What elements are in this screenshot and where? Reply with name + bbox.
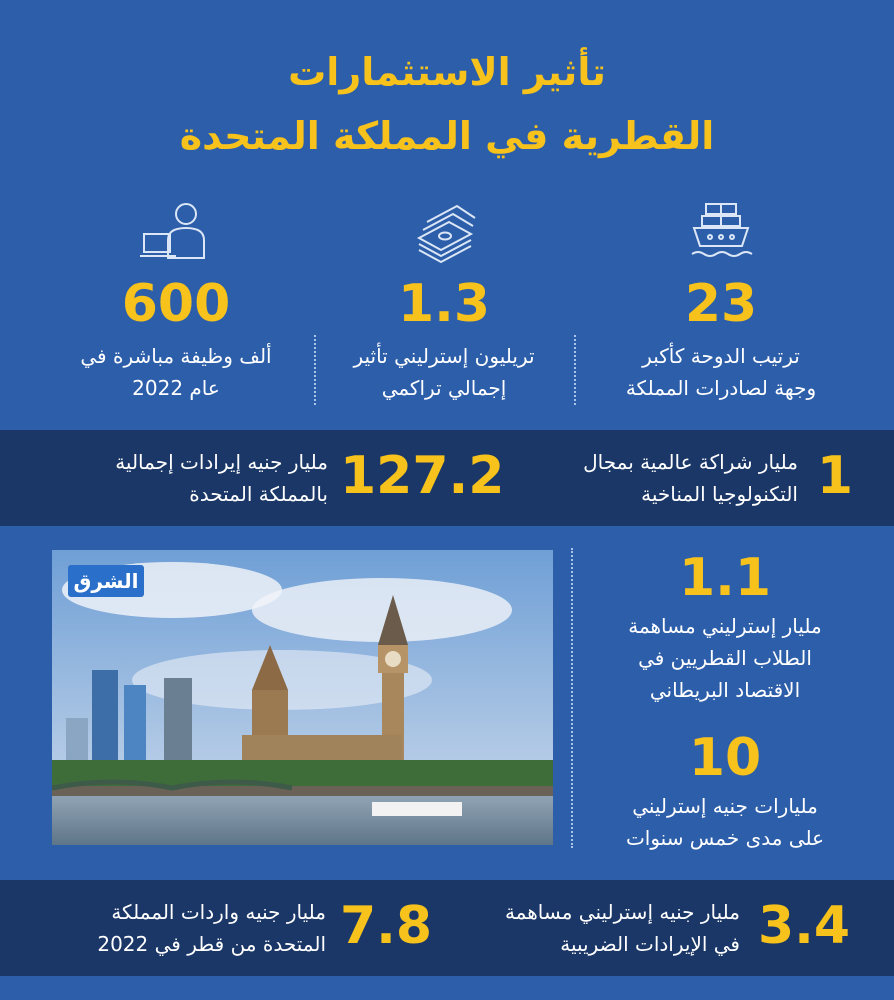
stat-five-years-line-1: مليارات جنيه إسترليني [632, 794, 818, 818]
band1-right-line-2: التكنولوجيا المناخية [641, 482, 798, 506]
band2-right-value: 3.4 [757, 896, 851, 956]
band1-left-line-2: بالمملكة المتحدة [189, 482, 328, 506]
stat-students-line-1: مليار إسترليني مساهمة [628, 614, 822, 638]
stat-ranking-line-2: وجهة لصادرات المملكة [625, 376, 817, 400]
stat-students [580, 548, 870, 706]
stat-jobs-line-1: ألف وظيفة مباشرة في [80, 344, 272, 368]
highlight-band-top [0, 430, 894, 526]
london-photo [52, 550, 553, 845]
stat-impact-line-1: تريليون إسترليني تأثير [353, 344, 535, 368]
band2-right-line-1: مليار جنيه إسترليني مساهمة [504, 900, 740, 924]
title-line-1: تأثير الاستثمارات [288, 50, 606, 94]
band1-left-value: 127.2 [340, 446, 505, 506]
title-line-2: القطرية في المملكة المتحدة [179, 114, 715, 158]
stat-ranking-line-1: ترتيب الدوحة كأكبر [642, 344, 800, 368]
stat-impact-line-2: إجمالي تراكمي [381, 376, 507, 400]
money-stack-icon [409, 198, 479, 268]
stat-students-line-2: الطلاب القطريين في [638, 646, 812, 670]
stat-five-years [580, 728, 870, 854]
stat-students-line-3: الاقتصاد البريطاني [649, 678, 801, 702]
band1-right-line-1: مليار شراكة عالمية بمجال [583, 450, 798, 474]
band2-left-value: 7.8 [339, 896, 433, 956]
stat-five-years-value: 10 [688, 728, 762, 788]
stat-jobs-value: 600 [121, 274, 231, 334]
band1-right-value: 1 [816, 446, 854, 506]
band2-left-line-1: مليار جنيه واردات المملكة [111, 900, 326, 924]
page-title [0, 40, 894, 168]
band1-left-line-1: مليار جنيه إيرادات إجمالية [115, 450, 328, 474]
band2-right-line-2: في الإيرادات الضريبية [560, 932, 740, 956]
divider [571, 548, 573, 848]
stat-jobs [40, 198, 312, 404]
divider [314, 335, 316, 405]
stat-ranking [576, 198, 866, 404]
person-laptop-icon [136, 198, 216, 268]
stat-five-years-line-2: على مدى خمس سنوات [625, 826, 825, 850]
stat-impact [316, 198, 572, 404]
stat-students-value: 1.1 [678, 548, 772, 608]
cargo-ship-icon [686, 198, 756, 268]
divider [574, 335, 576, 405]
stat-ranking-value: 23 [684, 274, 758, 334]
band2-left-line-2: المتحدة من قطر في 2022 [97, 932, 326, 956]
highlight-band-bottom [0, 880, 894, 976]
stat-jobs-line-2: عام 2022 [132, 376, 220, 400]
al-sharq-logo: الشرق [68, 565, 144, 597]
stat-impact-value: 1.3 [397, 274, 491, 334]
